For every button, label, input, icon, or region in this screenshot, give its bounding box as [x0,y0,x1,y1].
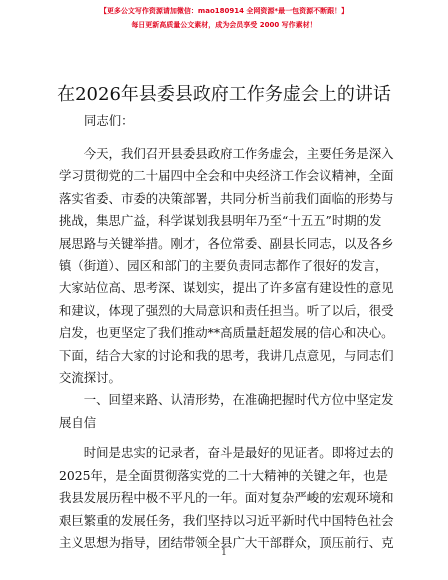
promo-banner-line-1: 【更多公文写作资源请加微信：mao180914 全网资源*最一包资源不断跟！】 [99,7,349,15]
document-title: 在2026年县委县政府工作务虚会上的讲话 [57,84,391,105]
text-line: 展思路与关键举措。刚才，各位常委、副县长同志，以及各乡 [59,235,394,251]
paragraph-review [59,442,399,554]
text-line: 主义思想为指导，团结带领全县广大干部群众，顶压前行、克 [59,534,394,550]
text-line: 镇（街道）、园区和部门的主要负责同志都作了很好的发言， [59,258,388,274]
text-line: 一、回望来路、认清形势，在准确把握时代方位中坚定发 [59,392,394,408]
promo-banner [0,4,448,32]
text-line: 交流探讨。 [59,370,121,386]
text-line: 落实省委、市委的决策部署，共同分析当前我们面临的形势与 [59,190,394,206]
text-line: 时间是忠实的记录者，奋斗是最好的见证者。即将过去的 [59,445,394,461]
text-line: 启发，也更坚定了我们推动**高质量赶超发展的信心和决心。 [59,325,394,341]
text-line: 和建议，体现了强烈的大局意识和责任担当。听了以后，很受 [59,302,394,318]
text-line: 2025年，是全面贯彻落实党的二十大精神的关键之年，也是 [59,467,388,483]
text-line: 挑战，集思广益，科学谋划我县明年乃至“十五五”时期的发 [59,213,382,229]
text-line: 今天，我们召开县委县政府工作务虚会，主要任务是深入 [59,146,394,161]
text-line: 我县发展历程中极不平凡的一年。面对复杂严峻的宏观环境和 [59,490,394,506]
text-line: 展自信 [59,414,97,430]
section-heading-1 [59,389,399,434]
document-body [59,110,399,554]
promo-banner-line-2: 每日更新高质量公文素材，成为会员享受 2000 写作素材！ [131,21,317,29]
paragraph-opening [59,143,399,389]
text-line: 大家站位高、思考深、谋划实，提出了许多富有建设性的意见 [59,280,394,296]
page-number: 1 [221,548,227,558]
salutation: 同志们： [84,113,134,128]
text-line: 下面，结合大家的讨论和我的思考，我讲几点意见，与同志们 [59,347,394,363]
text-line: 学习贯彻党的二十届四中全会和中央经济工作会议精神，全面 [59,168,394,184]
text-line: 艰巨繁重的发展任务，我们坚持以习近平新时代中国特色社会 [59,512,394,528]
